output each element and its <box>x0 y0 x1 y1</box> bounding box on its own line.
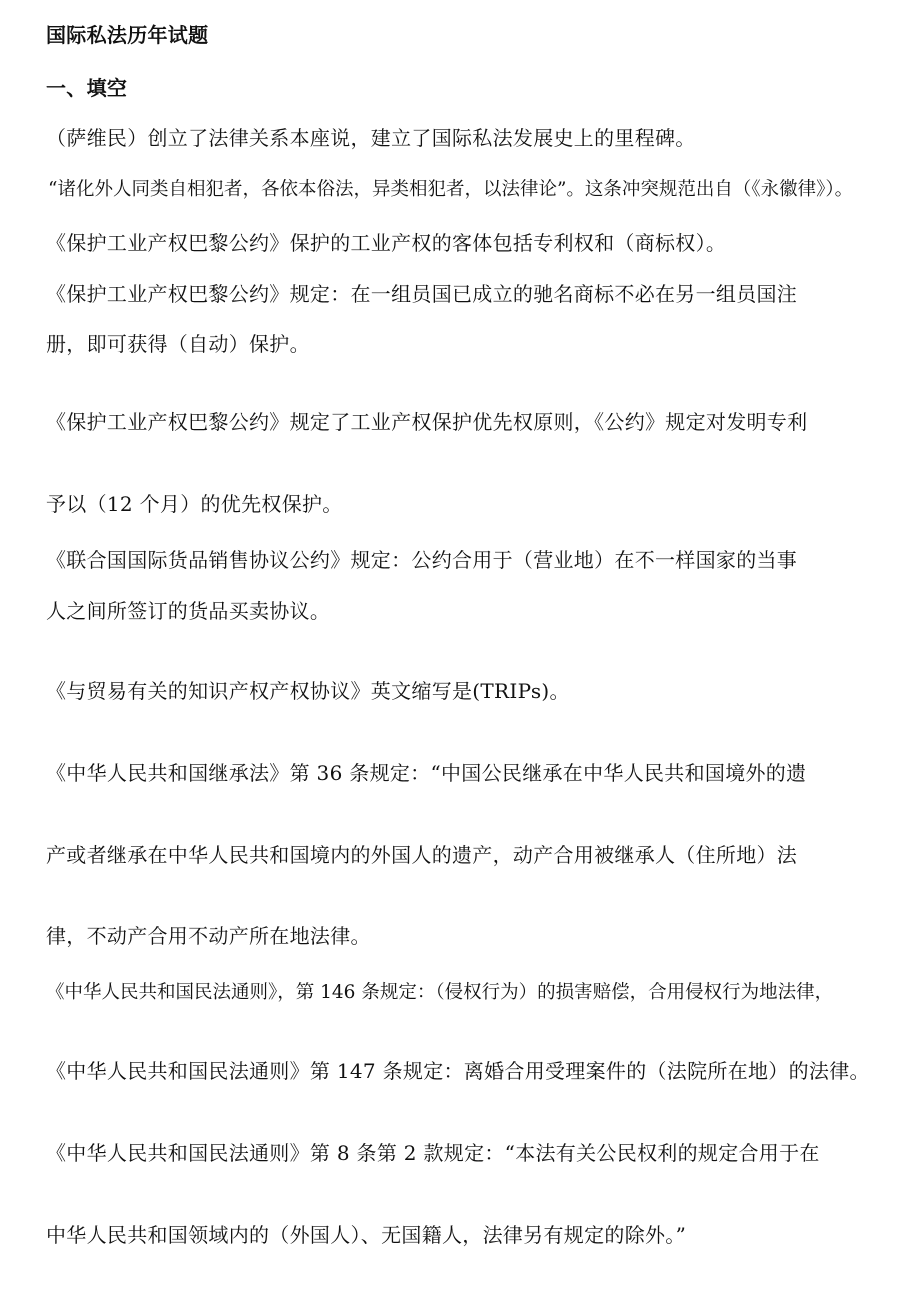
section-heading: 一、填空 <box>46 76 128 100</box>
text-line: 《中华人民共和国继承法》第 36 条规定：“中国公民继承在中华人民共和国境外的遗 <box>46 761 807 785</box>
text-line: （萨维民）创立了法律关系本座说，建立了国际私法发展史上的里程碑。 <box>46 126 696 150</box>
text-line: 册，即可获得（自动）保护。 <box>46 332 310 356</box>
text-line: 《保护工业产权巴黎公约》规定了工业产权保护优先权原则，《公约》规定对发明专利 <box>46 410 808 434</box>
text-line: 《联合国国际货品销售协议公约》规定：公约合用于（营业地）在不一样国家的当事 <box>46 548 798 572</box>
text-line: “诸化外人同类自相犯者，各依本俗法，异类相犯者，以法律论”。这条冲突规范出自（《永徽律》）。 <box>48 179 854 200</box>
text-line: 《与贸易有关的知识产权产权协议》英文缩写是(TRIPs)。 <box>46 679 570 703</box>
text-line: 予以（12 个月）的优先权保护。 <box>46 492 343 516</box>
text-line: 《中华人民共和国民法通则》第 147 条规定：离婚合用受理案件的（法院所在地）的法律。 <box>46 1059 870 1083</box>
text-line: 律，不动产合用不动产所在地法律。 <box>46 924 371 948</box>
text-line: 《中华人民共和国民法通则》第 8 条第 2 款规定：“本法有关公民权利的规定合用于在 <box>46 1141 820 1165</box>
text-line: 《保护工业产权巴黎公约》保护的工业产权的客体包括专利权和（商标权）。 <box>46 231 727 255</box>
text-line: 《中华人民共和国民法通则》，第 146 条规定：（侵权行为）的损害赔偿，合用侵权行为地法律， <box>46 982 834 1003</box>
text-line: 产或者继承在中华人民共和国境内的外国人的遗产，动产合用被继承人（住所地）法 <box>46 843 798 867</box>
text-line: 《保护工业产权巴黎公约》规定：在一组员国已成立的驰名商标不必在另一组员国注 <box>46 282 798 306</box>
document-title: 国际私法历年试题 <box>46 23 209 47</box>
text-line: 中华人民共和国领域内的（外国人）、无国籍人，法律另有规定的除外。” <box>46 1223 687 1247</box>
text-line: 人之间所签订的货品买卖协议。 <box>46 599 331 623</box>
